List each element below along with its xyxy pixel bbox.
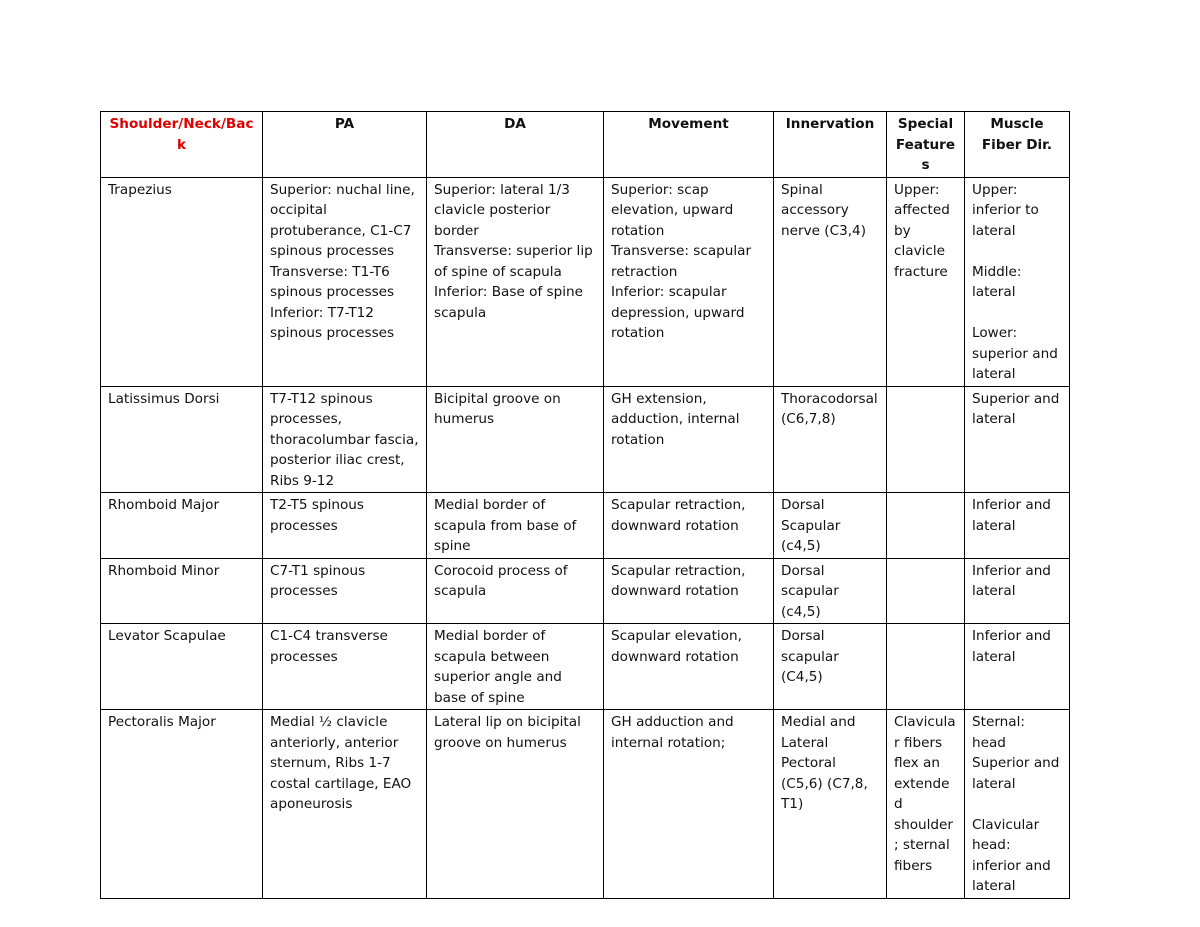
cell-innervation: Thoracodorsal (C6,7,8) bbox=[774, 386, 887, 493]
table-body bbox=[101, 177, 1070, 898]
header-da: DA bbox=[427, 112, 604, 178]
cell-line: Inferior: scapular depression, upward rotation bbox=[611, 284, 745, 341]
cell-special-features: Clavicular fibers flex an extended shoulder; sternal fibers bbox=[887, 710, 965, 899]
cell-line: Inferior: T7-T12 spinous processes bbox=[270, 304, 395, 341]
cell-innervation: Dorsal scapular (C4,5) bbox=[774, 624, 887, 710]
cell-muscle: Levator Scapulae bbox=[101, 624, 263, 710]
cell-movement bbox=[604, 177, 774, 386]
cell-movement: GH extension, adduction, internal rotation bbox=[604, 386, 774, 493]
cell-muscle: Pectoralis Major bbox=[101, 710, 263, 899]
cell-pa: Medial ½ clavicle anteriorly, anterior sternum, Ribs 1-7 costal cartilage, EAO aponeurosis bbox=[263, 710, 427, 899]
cell-fiber-dir: Superior and lateral bbox=[965, 386, 1070, 493]
cell-line: Superior: scap elevation, upward rotation bbox=[611, 181, 734, 239]
table-header-row bbox=[101, 112, 1070, 178]
cell-da: Medial border of scapula from base of spine bbox=[427, 493, 604, 559]
cell-pa bbox=[263, 177, 427, 386]
cell-da: Bicipital groove on humerus bbox=[427, 386, 604, 493]
cell-line: Transverse: scapular retraction bbox=[611, 243, 752, 280]
blank-line bbox=[972, 241, 1062, 262]
cell-innervation: Dorsal scapular (c4,5) bbox=[774, 558, 887, 624]
cell-line: Transverse: superior lip of spine of scapula bbox=[434, 243, 593, 280]
muscle-table bbox=[100, 111, 1070, 899]
cell-innervation: Medial and Lateral Pectoral (C5,6) (C7,8, T1) bbox=[774, 710, 887, 899]
cell-muscle: Rhomboid Minor bbox=[101, 558, 263, 624]
cell-line: Superior: lateral 1/3 clavicle posterior border bbox=[434, 181, 570, 239]
cell-line: Middle: lateral bbox=[972, 263, 1022, 300]
cell-fiber-dir: Inferior and lateral bbox=[965, 624, 1070, 710]
cell-da: Lateral lip on bicipital groove on humerus bbox=[427, 710, 604, 899]
cell-line: Sternal: head Superior and lateral bbox=[972, 714, 1060, 792]
cell-muscle: Trapezius bbox=[101, 177, 263, 386]
header-special-features: Special Features bbox=[887, 112, 965, 178]
cell-pa: T7-T12 spinous processes, thoracolumbar fascia, posterior iliac crest, Ribs 9-12 bbox=[263, 386, 427, 493]
cell-innervation: Dorsal Scapular (c4,5) bbox=[774, 493, 887, 559]
table-row bbox=[101, 624, 1070, 710]
cell-fiber-dir: Inferior and lateral bbox=[965, 493, 1070, 559]
cell-line: Inferior: Base of spine scapula bbox=[434, 284, 584, 321]
cell-fiber-dir bbox=[965, 710, 1070, 899]
cell-special-features: Upper: affected by clavicle fracture bbox=[887, 177, 965, 386]
cell-muscle: Latissimus Dorsi bbox=[101, 386, 263, 493]
table-row bbox=[101, 177, 1070, 386]
cell-movement: Scapular elevation, downward rotation bbox=[604, 624, 774, 710]
cell-line: Superior: nuchal line, occipital protuberance, C1-C7 spinous processes bbox=[270, 181, 415, 259]
cell-pa: C1-C4 transverse processes bbox=[263, 624, 427, 710]
cell-line: Clavicular head: inferior and lateral bbox=[972, 816, 1051, 894]
cell-special-features bbox=[887, 624, 965, 710]
cell-line: Transverse: T1-T6 spinous processes bbox=[270, 263, 395, 300]
cell-special-features bbox=[887, 493, 965, 559]
cell-fiber-dir bbox=[965, 177, 1070, 386]
table-row bbox=[101, 493, 1070, 559]
cell-line: Upper: inferior to lateral bbox=[972, 181, 1039, 239]
cell-pa: C7-T1 spinous processes bbox=[263, 558, 427, 624]
table-row bbox=[101, 710, 1070, 899]
cell-line: Lower: superior and lateral bbox=[972, 325, 1058, 382]
cell-muscle: Rhomboid Major bbox=[101, 493, 263, 559]
cell-special-features bbox=[887, 558, 965, 624]
cell-pa: T2-T5 spinous processes bbox=[263, 493, 427, 559]
blank-line bbox=[972, 794, 1062, 815]
header-muscle-fiber-dir: Muscle Fiber Dir. bbox=[965, 112, 1070, 178]
blank-line bbox=[972, 303, 1062, 324]
cell-da: Corocoid process of scapula bbox=[427, 558, 604, 624]
header-pa: PA bbox=[263, 112, 427, 178]
header-innervation: Innervation bbox=[774, 112, 887, 178]
cell-movement: Scapular retraction, downward rotation bbox=[604, 493, 774, 559]
cell-movement: Scapular retraction, downward rotation bbox=[604, 558, 774, 624]
header-region: Shoulder/Neck/Back bbox=[101, 112, 263, 178]
table-row bbox=[101, 558, 1070, 624]
header-movement: Movement bbox=[604, 112, 774, 178]
cell-da bbox=[427, 177, 604, 386]
cell-innervation: Spinal accessory nerve (C3,4) bbox=[774, 177, 887, 386]
cell-movement: GH adduction and internal rotation; bbox=[604, 710, 774, 899]
cell-special-features bbox=[887, 386, 965, 493]
cell-da: Medial border of scapula between superior angle and base of spine bbox=[427, 624, 604, 710]
table-row bbox=[101, 386, 1070, 493]
cell-fiber-dir: Inferior and lateral bbox=[965, 558, 1070, 624]
